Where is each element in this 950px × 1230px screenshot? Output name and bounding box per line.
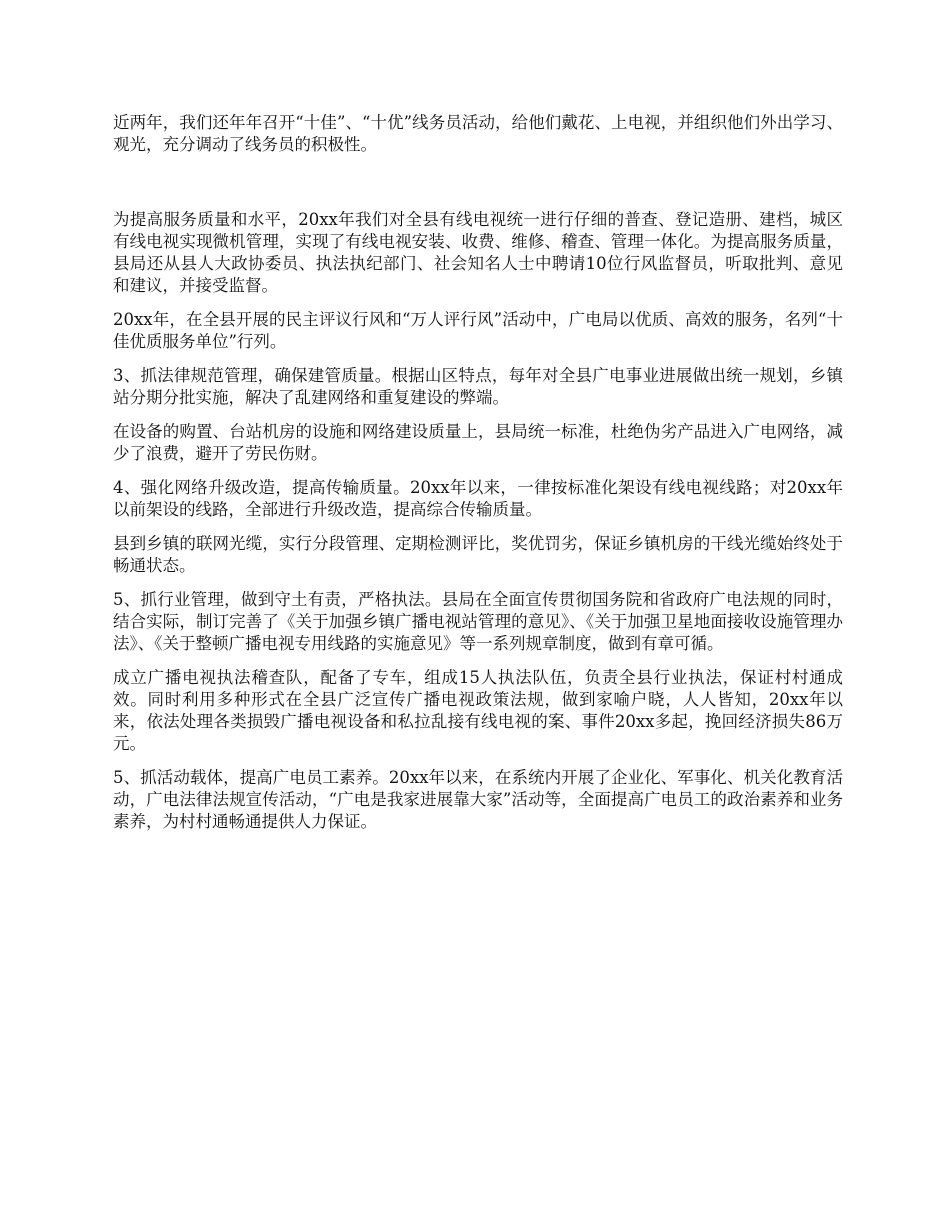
paragraph-2: 为提高服务质量和水平，20xx年我们对全县有线电视统一进行仔细的普查、登记造册、建档，城区有线电视实现微机管理，实现了有线电视安装、收费、维修、稽查、管理一体化。为提高服务质量，县局还从县人大政协委员、执法执纪部门、社会知名人士中聘请10位行风监督员，听取批判、意见和建议，并接受监督。 — [113, 210, 843, 295]
paragraph-1: 近两年，我们还年年召开“十佳”、“十优”线务员活动，给他们戴花、上电视，并组织他们外出学习、观光，充分调动了线务员的积极性。 — [113, 113, 843, 154]
paragraph-10: 5、抓活动载体，提高广电员工素养。20xx年以来，在系统内开展了企业化、军事化、机关化教育活动，广电法律法规宣传活动，“广电是我家进展靠大家”活动等，全面提高广电员工的政治素养和业务素养，为村村通畅通提供人力保证。 — [113, 768, 843, 831]
paragraph-5: 在设备的购置、台站机房的设施和网络建设质量上，县局统一标准，杜绝伪劣产品进入广电网络，减少了浪费，避开了劳民伤财。 — [113, 422, 843, 463]
document-body — [113, 112, 843, 845]
paragraph-4: 3、抓法律规范管理，确保建管质量。根据山区特点，每年对全县广电事业进展做出统一规划，乡镇站分期分批实施，解决了乱建网络和重复建设的弊端。 — [113, 366, 843, 407]
paragraph-6: 4、强化网络升级改造，提高传输质量。20xx年以来，一律按标准化架设有线电视线路；对20xx年以前架设的线路，全部进行升级改造，提高综合传输质量。 — [113, 478, 843, 519]
paragraph-7: 县到乡镇的联网光缆，实行分段管理、定期检测评比，奖优罚劣，保证乡镇机房的干线光缆始终处于畅通状态。 — [113, 534, 843, 575]
paragraph-9: 成立广播电视执法稽查队，配备了专车，组成15人执法队伍，负责全县行业执法，保证村村通成效。同时利用多种形式在全县广泛宣传广播电视政策法规，做到家喻户晓，人人皆知，20xx年以来，依法处理各类损毁广播电视设备和私拉乱接有线电视的案、事件20xx多起，挽回经济损失86万元。 — [113, 668, 843, 753]
paragraph-8: 5、抓行业管理，做到守土有责，严格执法。县局在全面宣传贯彻国务院和省政府广电法规的同时，结合实际，制订完善了《关于加强乡镇广播电视站管理的意见》、《关于加强卫星地面接收设施管理办法》、《关于整顿广播电视专用线路的实施意见》等一系列规章制度，做到有章可循。 — [113, 590, 843, 653]
paragraph-3: 20xx年，在全县开展的民主评议行风和“万人评行风”活动中，广电局以优质、高效的服务，名列“十佳优质服务单位”行列。 — [113, 310, 843, 351]
